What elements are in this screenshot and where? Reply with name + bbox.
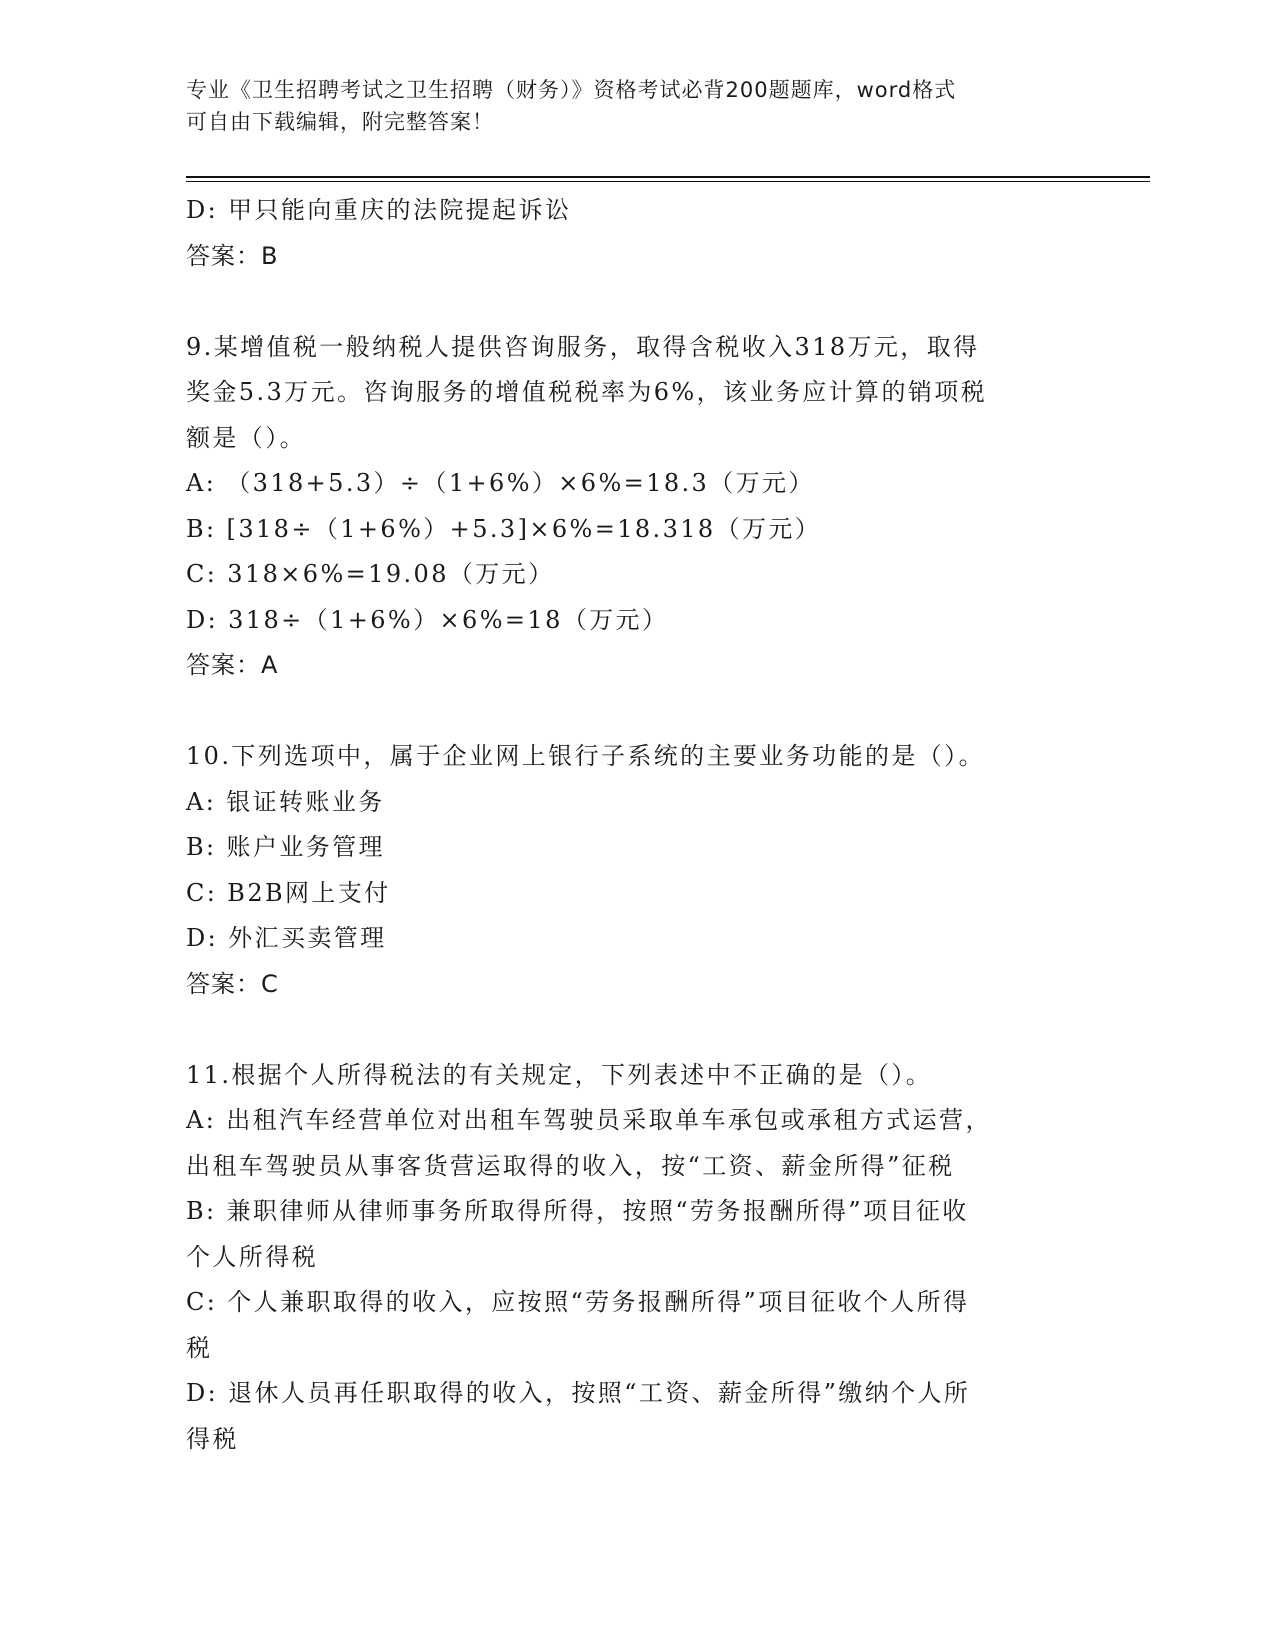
option-c: C: 个人兼职取得的收入，应按照“劳务报酬所得”项目征收个人所得 — [186, 1288, 970, 1316]
option-c: C: B2B网上支付 — [186, 878, 391, 907]
option-a: A: 银证转账业务 — [186, 787, 385, 816]
option-b: B: [318÷（1+6%）+5.3]×6%=18.318（万元） — [186, 514, 822, 543]
option-d: D: 甲只能向重庆的法院提起诉讼 — [186, 196, 572, 224]
option-c-continued: 税 — [186, 1333, 213, 1362]
header-divider-thin — [186, 181, 1150, 182]
document-header — [186, 74, 1066, 138]
option-b-continued: 个人所得税 — [186, 1242, 318, 1271]
question-9 — [186, 325, 1086, 689]
question-11 — [186, 1053, 1086, 1463]
option-d: D: 318÷（1+6%）×6%=18（万元） — [186, 605, 669, 634]
spacer — [186, 1007, 1086, 1053]
option-d: D: 退休人员再任职取得的收入，按照“工资、薪金所得”缴纳个人所 — [186, 1379, 971, 1407]
question-10 — [186, 734, 1086, 1007]
question-stem: 11.根据个人所得税法的有关规定，下列表述中不正确的是（）。 — [186, 1060, 933, 1089]
header-line-2: 可自由下载编辑，附完整答案！ — [186, 110, 494, 134]
option-c: C: 318×6%=19.08（万元） — [186, 560, 555, 588]
question-stem: 9.某增值税一般纳税人提供咨询服务，取得含税收入318万元，取得 — [186, 332, 980, 361]
spacer — [186, 689, 1086, 735]
question-content — [186, 188, 1086, 1462]
answer-line: 答案：C — [186, 969, 279, 998]
answer-line: 答案：A — [186, 651, 279, 679]
question-stem: 额是（）。 — [186, 423, 306, 452]
option-d: D: 外汇买卖管理 — [186, 924, 387, 952]
spacer — [186, 279, 1086, 325]
answer-line: 答案：B — [186, 241, 279, 270]
option-b: B: 兼职律师从律师事务所取得所得，按照“劳务报酬所得”项目征收 — [186, 1197, 969, 1225]
option-b: B: 账户业务管理 — [186, 833, 385, 861]
option-a: A: 出租汽车经营单位对出租车驾驶员采取单车承包或承租方式运营， — [186, 1106, 992, 1134]
option-a-continued: 出租车驾驶员从事客货营运取得的收入，按“工资、薪金所得”征税 — [186, 1151, 955, 1180]
option-a: A: （318+5.3）÷（1+6%）×6%=18.3（万元） — [186, 469, 815, 497]
question-stem: 奖金5.3万元。咨询服务的增值税税率为6%，该业务应计算的销项税 — [186, 378, 988, 406]
header-divider-thick — [186, 176, 1150, 178]
previous-question — [186, 188, 1086, 279]
question-stem: 10.下列选项中，属于企业网上银行子系统的主要业务功能的是（）。 — [186, 742, 985, 770]
option-d-continued: 得税 — [186, 1424, 239, 1453]
header-line-1: 专业《卫生招聘考试之卫生招聘（财务）》资格考试必背200题题库，word格式 — [186, 78, 957, 102]
